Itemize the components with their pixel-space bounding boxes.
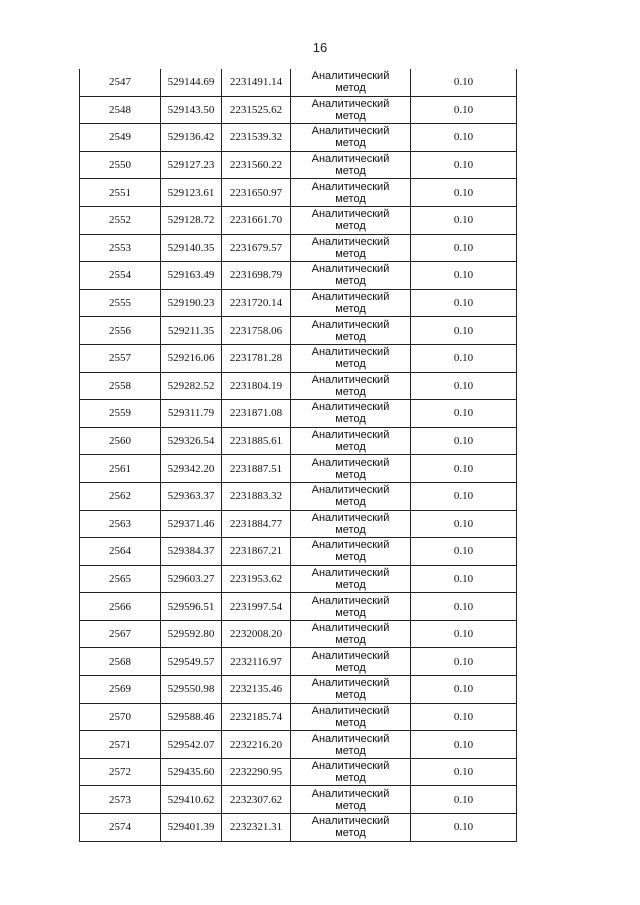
accuracy-cell: 0.10 xyxy=(411,206,517,234)
accuracy-cell: 0.10 xyxy=(411,234,517,262)
method-line-1: Аналитический xyxy=(311,594,390,607)
method-cell xyxy=(291,124,411,152)
accuracy-cell: 0.10 xyxy=(411,731,517,759)
table-row xyxy=(80,151,517,179)
point-number-cell: 2566 xyxy=(80,593,161,621)
accuracy-cell: 0.10 xyxy=(411,151,517,179)
method-cell xyxy=(291,703,411,731)
method-cell xyxy=(291,372,411,400)
method-line-1: Аналитический xyxy=(311,263,390,276)
method-line-1: Аналитический xyxy=(311,622,390,635)
point-number-cell: 2553 xyxy=(80,234,161,262)
method-cell xyxy=(291,786,411,814)
accuracy-cell: 0.10 xyxy=(411,179,517,207)
point-number-cell: 2564 xyxy=(80,538,161,566)
x-coordinate-cell: 529410.62 xyxy=(161,786,222,814)
y-coordinate-cell: 2231781.28 xyxy=(222,344,291,372)
y-coordinate-cell: 2231883.32 xyxy=(222,482,291,510)
y-coordinate-cell: 2231720.14 xyxy=(222,289,291,317)
page-number: 16 xyxy=(312,40,328,55)
table-row xyxy=(80,234,517,262)
point-number-cell: 2550 xyxy=(80,151,161,179)
x-coordinate-cell: 529596.51 xyxy=(161,593,222,621)
accuracy-cell: 0.10 xyxy=(411,565,517,593)
method-cell xyxy=(291,96,411,124)
x-coordinate-cell: 529435.60 xyxy=(161,758,222,786)
table-row xyxy=(80,814,517,842)
table-row xyxy=(80,731,517,759)
x-coordinate-cell: 529401.39 xyxy=(161,814,222,842)
method-line-1: Аналитический xyxy=(311,125,390,138)
point-number-cell: 2559 xyxy=(80,400,161,428)
method-line-1: Аналитический xyxy=(311,208,390,221)
method-line-2: метод xyxy=(335,744,366,757)
method-line-2: метод xyxy=(335,606,366,619)
y-coordinate-cell: 2231525.62 xyxy=(222,96,291,124)
method-line-1: Аналитический xyxy=(311,760,390,773)
method-line-1: Аналитический xyxy=(311,456,390,469)
coordinates-table-body xyxy=(80,69,517,841)
table-row xyxy=(80,758,517,786)
method-cell xyxy=(291,179,411,207)
method-line-1: Аналитический xyxy=(311,373,390,386)
x-coordinate-cell: 529144.69 xyxy=(161,69,222,96)
accuracy-cell: 0.10 xyxy=(411,814,517,842)
accuracy-cell: 0.10 xyxy=(411,648,517,676)
method-cell xyxy=(291,151,411,179)
accuracy-cell: 0.10 xyxy=(411,620,517,648)
y-coordinate-cell: 2232307.62 xyxy=(222,786,291,814)
table-row xyxy=(80,124,517,152)
accuracy-cell: 0.10 xyxy=(411,482,517,510)
method-cell xyxy=(291,620,411,648)
x-coordinate-cell: 529128.72 xyxy=(161,206,222,234)
y-coordinate-cell: 2231560.22 xyxy=(222,151,291,179)
x-coordinate-cell: 529588.46 xyxy=(161,703,222,731)
table-row xyxy=(80,372,517,400)
x-coordinate-cell: 529136.42 xyxy=(161,124,222,152)
table-row xyxy=(80,676,517,704)
table-row xyxy=(80,317,517,345)
method-cell xyxy=(291,648,411,676)
x-coordinate-cell: 529282.52 xyxy=(161,372,222,400)
x-coordinate-cell: 529190.23 xyxy=(161,289,222,317)
point-number-cell: 2554 xyxy=(80,262,161,290)
method-line-1: Аналитический xyxy=(311,401,390,414)
x-coordinate-cell: 529140.35 xyxy=(161,234,222,262)
y-coordinate-cell: 2231867.21 xyxy=(222,538,291,566)
x-coordinate-cell: 529211.35 xyxy=(161,317,222,345)
method-line-1: Аналитический xyxy=(311,511,390,524)
accuracy-cell: 0.10 xyxy=(411,289,517,317)
method-cell xyxy=(291,731,411,759)
method-line-1: Аналитический xyxy=(311,235,390,248)
method-line-1: Аналитический xyxy=(311,429,390,442)
method-cell xyxy=(291,455,411,483)
x-coordinate-cell: 529363.37 xyxy=(161,482,222,510)
method-line-2: метод xyxy=(335,634,366,647)
table-row xyxy=(80,510,517,538)
method-cell xyxy=(291,262,411,290)
method-cell xyxy=(291,565,411,593)
method-line-1: Аналитический xyxy=(311,815,390,828)
method-line-2: метод xyxy=(335,827,366,840)
point-number-cell: 2552 xyxy=(80,206,161,234)
y-coordinate-cell: 2231997.54 xyxy=(222,593,291,621)
method-line-1: Аналитический xyxy=(311,649,390,662)
accuracy-cell: 0.10 xyxy=(411,593,517,621)
table-row xyxy=(80,400,517,428)
x-coordinate-cell: 529342.20 xyxy=(161,455,222,483)
accuracy-cell: 0.10 xyxy=(411,703,517,731)
accuracy-cell: 0.10 xyxy=(411,538,517,566)
x-coordinate-cell: 529384.37 xyxy=(161,538,222,566)
method-line-1: Аналитический xyxy=(311,539,390,552)
method-line-2: метод xyxy=(335,192,366,205)
method-line-2: метод xyxy=(335,578,366,591)
method-line-2: метод xyxy=(335,165,366,178)
method-cell xyxy=(291,69,411,96)
method-line-1: Аналитический xyxy=(311,566,390,579)
point-number-cell: 2565 xyxy=(80,565,161,593)
y-coordinate-cell: 2231661.70 xyxy=(222,206,291,234)
y-coordinate-cell: 2231871.08 xyxy=(222,400,291,428)
method-line-2: метод xyxy=(335,358,366,371)
x-coordinate-cell: 529127.23 xyxy=(161,151,222,179)
y-coordinate-cell: 2231884.77 xyxy=(222,510,291,538)
method-line-2: метод xyxy=(335,385,366,398)
point-number-cell: 2573 xyxy=(80,786,161,814)
y-coordinate-cell: 2231539.32 xyxy=(222,124,291,152)
x-coordinate-cell: 529163.49 xyxy=(161,262,222,290)
point-number-cell: 2574 xyxy=(80,814,161,842)
method-line-2: метод xyxy=(335,496,366,509)
y-coordinate-cell: 2231953.62 xyxy=(222,565,291,593)
method-cell xyxy=(291,317,411,345)
x-coordinate-cell: 529549.57 xyxy=(161,648,222,676)
y-coordinate-cell: 2231887.51 xyxy=(222,455,291,483)
method-line-1: Аналитический xyxy=(311,291,390,304)
accuracy-cell: 0.10 xyxy=(411,344,517,372)
method-cell xyxy=(291,427,411,455)
accuracy-cell: 0.10 xyxy=(411,510,517,538)
point-number-cell: 2560 xyxy=(80,427,161,455)
table-row xyxy=(80,344,517,372)
accuracy-cell: 0.10 xyxy=(411,400,517,428)
y-coordinate-cell: 2231491.14 xyxy=(222,69,291,96)
point-number-cell: 2570 xyxy=(80,703,161,731)
point-number-cell: 2555 xyxy=(80,289,161,317)
table-row xyxy=(80,427,517,455)
accuracy-cell: 0.10 xyxy=(411,786,517,814)
y-coordinate-cell: 2231650.97 xyxy=(222,179,291,207)
method-line-2: метод xyxy=(335,799,366,812)
method-line-2: метод xyxy=(335,468,366,481)
accuracy-cell: 0.10 xyxy=(411,317,517,345)
x-coordinate-cell: 529592.80 xyxy=(161,620,222,648)
method-line-1: Аналитический xyxy=(311,97,390,110)
y-coordinate-cell: 2232290.95 xyxy=(222,758,291,786)
point-number-cell: 2563 xyxy=(80,510,161,538)
method-line-1: Аналитический xyxy=(311,787,390,800)
y-coordinate-cell: 2231679.57 xyxy=(222,234,291,262)
y-coordinate-cell: 2231804.19 xyxy=(222,372,291,400)
method-line-2: метод xyxy=(335,772,366,785)
method-cell xyxy=(291,538,411,566)
accuracy-cell: 0.10 xyxy=(411,676,517,704)
y-coordinate-cell: 2232008.20 xyxy=(222,620,291,648)
x-coordinate-cell: 529603.27 xyxy=(161,565,222,593)
method-cell xyxy=(291,510,411,538)
point-number-cell: 2547 xyxy=(80,69,161,96)
table-row xyxy=(80,482,517,510)
method-line-2: метод xyxy=(335,220,366,233)
method-line-2: метод xyxy=(335,413,366,426)
method-cell xyxy=(291,289,411,317)
table-row xyxy=(80,96,517,124)
method-line-2: метод xyxy=(335,716,366,729)
point-number-cell: 2568 xyxy=(80,648,161,676)
point-number-cell: 2551 xyxy=(80,179,161,207)
accuracy-cell: 0.10 xyxy=(411,758,517,786)
method-line-2: метод xyxy=(335,330,366,343)
point-number-cell: 2571 xyxy=(80,731,161,759)
method-cell xyxy=(291,344,411,372)
y-coordinate-cell: 2232116.97 xyxy=(222,648,291,676)
x-coordinate-cell: 529542.07 xyxy=(161,731,222,759)
method-line-2: метод xyxy=(335,303,366,316)
point-number-cell: 2567 xyxy=(80,620,161,648)
method-line-2: метод xyxy=(335,137,366,150)
table-row xyxy=(80,565,517,593)
x-coordinate-cell: 529326.54 xyxy=(161,427,222,455)
method-line-2: метод xyxy=(335,661,366,674)
accuracy-cell: 0.10 xyxy=(411,455,517,483)
point-number-cell: 2556 xyxy=(80,317,161,345)
point-number-cell: 2561 xyxy=(80,455,161,483)
method-cell xyxy=(291,758,411,786)
x-coordinate-cell: 529123.61 xyxy=(161,179,222,207)
method-line-1: Аналитический xyxy=(311,704,390,717)
method-line-1: Аналитический xyxy=(311,70,390,83)
accuracy-cell: 0.10 xyxy=(411,96,517,124)
x-coordinate-cell: 529216.06 xyxy=(161,344,222,372)
x-coordinate-cell: 529550.98 xyxy=(161,676,222,704)
accuracy-cell: 0.10 xyxy=(411,427,517,455)
table-row xyxy=(80,69,517,96)
method-line-2: метод xyxy=(335,275,366,288)
accuracy-cell: 0.10 xyxy=(411,372,517,400)
accuracy-cell: 0.10 xyxy=(411,262,517,290)
y-coordinate-cell: 2232135.46 xyxy=(222,676,291,704)
method-cell xyxy=(291,234,411,262)
method-line-2: метод xyxy=(335,109,366,122)
table-row xyxy=(80,703,517,731)
accuracy-cell: 0.10 xyxy=(411,124,517,152)
method-cell xyxy=(291,593,411,621)
coordinates-table xyxy=(79,69,517,842)
table-row xyxy=(80,206,517,234)
point-number-cell: 2562 xyxy=(80,482,161,510)
y-coordinate-cell: 2232216.20 xyxy=(222,731,291,759)
y-coordinate-cell: 2231885.61 xyxy=(222,427,291,455)
accuracy-cell: 0.10 xyxy=(411,69,517,96)
method-line-2: метод xyxy=(335,551,366,564)
point-number-cell: 2569 xyxy=(80,676,161,704)
method-cell xyxy=(291,676,411,704)
method-line-2: метод xyxy=(335,247,366,260)
point-number-cell: 2558 xyxy=(80,372,161,400)
table-row xyxy=(80,620,517,648)
method-line-2: метод xyxy=(335,82,366,95)
method-line-1: Аналитический xyxy=(311,732,390,745)
method-line-1: Аналитический xyxy=(311,153,390,166)
table-row xyxy=(80,262,517,290)
point-number-cell: 2548 xyxy=(80,96,161,124)
method-line-2: метод xyxy=(335,441,366,454)
table-row xyxy=(80,538,517,566)
method-line-1: Аналитический xyxy=(311,484,390,497)
method-cell xyxy=(291,400,411,428)
method-line-2: метод xyxy=(335,689,366,702)
y-coordinate-cell: 2232321.31 xyxy=(222,814,291,842)
method-cell xyxy=(291,482,411,510)
x-coordinate-cell: 529371.46 xyxy=(161,510,222,538)
y-coordinate-cell: 2231698.79 xyxy=(222,262,291,290)
table-row xyxy=(80,786,517,814)
point-number-cell: 2557 xyxy=(80,344,161,372)
y-coordinate-cell: 2232185.74 xyxy=(222,703,291,731)
method-line-1: Аналитический xyxy=(311,318,390,331)
method-line-2: метод xyxy=(335,523,366,536)
table-row xyxy=(80,179,517,207)
point-number-cell: 2549 xyxy=(80,124,161,152)
y-coordinate-cell: 2231758.06 xyxy=(222,317,291,345)
table-row xyxy=(80,648,517,676)
table-row xyxy=(80,455,517,483)
x-coordinate-cell: 529311.79 xyxy=(161,400,222,428)
method-line-1: Аналитический xyxy=(311,346,390,359)
method-line-1: Аналитический xyxy=(311,677,390,690)
point-number-cell: 2572 xyxy=(80,758,161,786)
table-row xyxy=(80,593,517,621)
method-cell xyxy=(291,814,411,842)
method-cell xyxy=(291,206,411,234)
method-line-1: Аналитический xyxy=(311,180,390,193)
x-coordinate-cell: 529143.50 xyxy=(161,96,222,124)
table-row xyxy=(80,289,517,317)
